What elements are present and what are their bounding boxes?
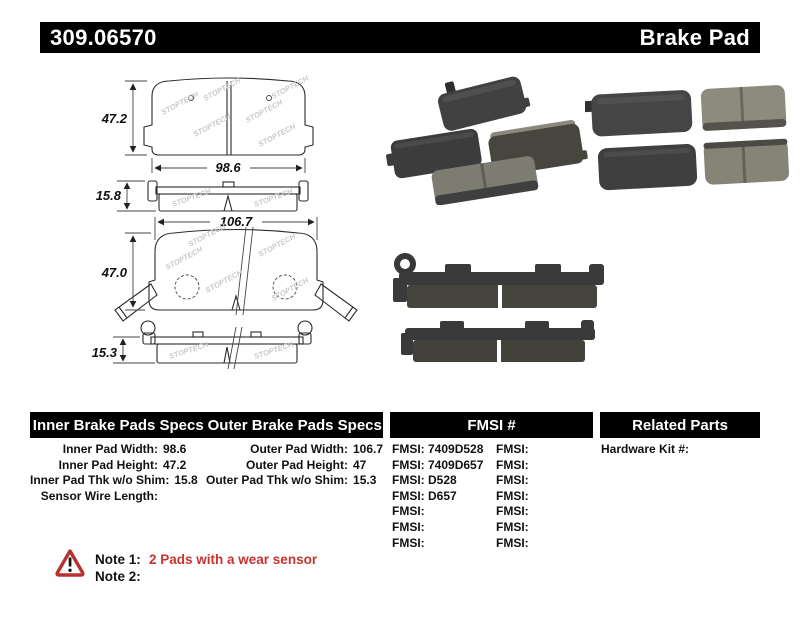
- fmsi-header: FMSI #: [390, 412, 593, 438]
- watermark: STOPTECH: [170, 186, 212, 209]
- product-photo-pads-edge: [385, 238, 615, 373]
- outer-thickness-dim: 15.3: [91, 345, 117, 360]
- spec-row-sensor-wire: Sensor Wire Length:: [40, 488, 158, 503]
- fmsi-row: FMSI:: [392, 519, 425, 534]
- pad-photo-edge-bottom: [401, 320, 595, 362]
- spec-row-inner-height: Inner Pad Height: 47.2: [58, 457, 187, 472]
- fmsi-row: FMSI:: [392, 504, 425, 519]
- inner-thickness-dim: 15.8: [95, 188, 121, 203]
- fmsi-row: FMSI: 7409D657: [392, 457, 484, 472]
- related-parts-column: [601, 442, 759, 458]
- watermark: STOPTECH: [256, 231, 297, 259]
- title-bar: [40, 22, 760, 53]
- part-number: 309.06570: [50, 24, 157, 50]
- inner-specs-column: [30, 442, 206, 504]
- fmsi-row: FMSI:: [496, 442, 529, 456]
- fmsi-row: FMSI: D657: [392, 488, 457, 503]
- note-1-label: Note 1:: [95, 552, 141, 567]
- note-1: [95, 551, 317, 568]
- watermark: STOPTECH: [252, 186, 294, 209]
- product-name: Brake Pad: [639, 24, 750, 50]
- note-1-text: 2 Pads with a wear sensor: [149, 552, 318, 567]
- product-photo-pad-set: [585, 72, 790, 202]
- inner-pad-edge-drawing: [96, 181, 308, 211]
- fmsi-column-2: [496, 442, 592, 551]
- pad-photo-back-upper: [585, 90, 693, 138]
- notes-section: [95, 551, 317, 585]
- watermark: STOPTECH: [256, 121, 297, 149]
- hardware-kit-row: Hardware Kit #:: [601, 442, 690, 456]
- spec-row-outer-width: Outer Pad Width: 106.7: [250, 442, 384, 456]
- pad-photo-friction-lower: [703, 139, 789, 185]
- note-2: [95, 568, 317, 585]
- spec-row-outer-height: Outer Pad Height: 47: [245, 457, 367, 472]
- pad-photo-edge-top: [393, 256, 604, 308]
- fmsi-row: FMSI:: [496, 488, 529, 503]
- watermark: STOPTECH: [186, 221, 227, 249]
- note-2-label: Note 2:: [95, 569, 141, 584]
- watermark: STOPTECH: [163, 244, 204, 272]
- fmsi-row: FMSI: D528: [392, 473, 457, 488]
- watermark: STOPTECH: [203, 267, 244, 295]
- fmsi-row: FMSI: 7409D528: [392, 442, 484, 456]
- watermark: STOPTECH: [269, 73, 310, 101]
- note-2-text: [147, 568, 149, 585]
- spec-row-inner-thickness: Inner Pad Thk w/o Shim: 15.8: [30, 473, 198, 488]
- inner-pad-face-drawing: [101, 73, 313, 175]
- watermark: STOPTECH: [243, 97, 284, 125]
- outer-height-dim: 47.0: [101, 265, 127, 280]
- pad-photo-friction-upper: [701, 85, 787, 131]
- fmsi-row: FMSI:: [496, 519, 529, 534]
- outer-pad-edge-drawing: [92, 321, 312, 369]
- watermark: STOPTECH: [269, 275, 310, 303]
- fmsi-column-1: [392, 442, 492, 551]
- related-parts-header: Related Parts: [600, 412, 760, 438]
- watermark: STOPTECH: [252, 339, 295, 361]
- outer-width-dim: 106.7: [219, 214, 253, 229]
- watermark: STOPTECH: [201, 75, 242, 103]
- outer-specs-column: [206, 442, 396, 489]
- warning-triangle-icon: [55, 548, 85, 577]
- product-photo-pads-scattered: [385, 70, 600, 205]
- outer-specs-header: Outer Brake Pads Specs: [207, 416, 382, 434]
- technical-drawing: [55, 65, 365, 380]
- fmsi-row: FMSI:: [496, 457, 529, 472]
- spec-row-outer-thickness: Outer Pad Thk w/o Shim: 15.3: [206, 473, 377, 488]
- inner-width-dim: 98.6: [215, 160, 241, 175]
- fmsi-row: FMSI:: [496, 535, 529, 550]
- specs-header-bar: [30, 412, 383, 438]
- fmsi-row: FMSI:: [392, 535, 425, 550]
- fmsi-row: FMSI:: [496, 473, 529, 488]
- inner-height-dim: 47.2: [101, 111, 127, 126]
- fmsi-row: FMSI:: [496, 504, 529, 519]
- watermark: STOPTECH: [159, 89, 200, 117]
- inner-specs-header: Inner Brake Pads Specs: [32, 416, 204, 434]
- pad-photo-back-lower: [597, 143, 697, 190]
- watermark: STOPTECH: [167, 339, 210, 361]
- outer-pad-face-drawing: [101, 214, 357, 321]
- watermark: STOPTECH: [191, 111, 232, 139]
- pad-photo-top: [434, 70, 532, 132]
- spec-row-inner-width: Inner Pad Width: 98.6: [62, 442, 187, 456]
